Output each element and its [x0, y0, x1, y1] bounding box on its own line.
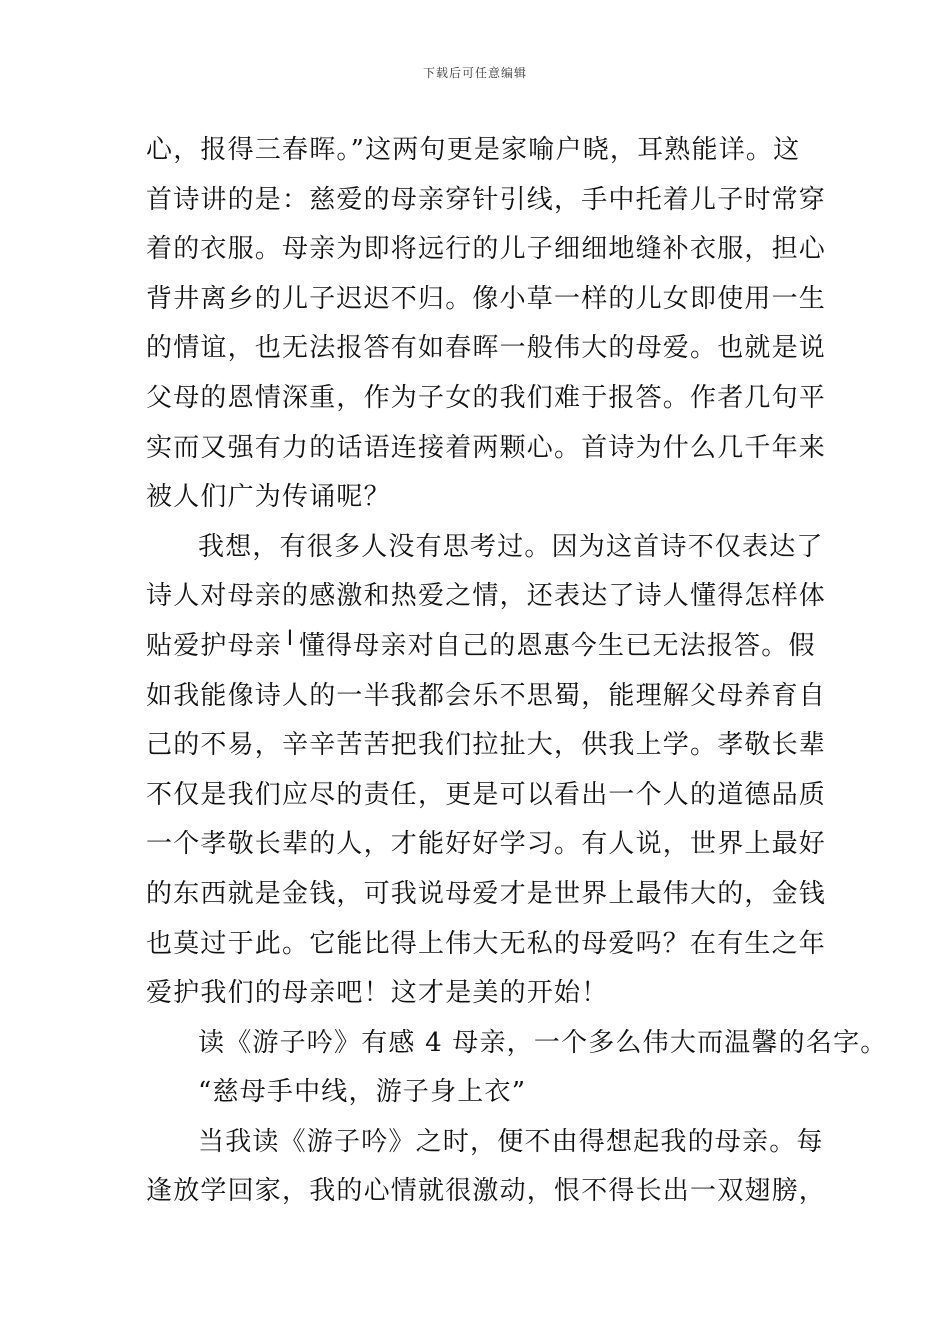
text-line: 的东西就是金钱，可我说母爱才是世界上最伟大的，金钱	[146, 878, 827, 909]
text-line: 首诗讲的是：慈爱的母亲穿针引线，手中托着儿子时常穿	[146, 184, 827, 215]
text-line: 着的衣服。母亲为即将远行的儿子细细地缝补衣服，担心	[146, 234, 827, 265]
text-line: 不仅是我们应尽的责任，更是可以看出一个人的道德品质	[146, 779, 827, 810]
page-header: 下载后可任意编辑	[422, 66, 527, 80]
text-line: 当我读《游子吟》之时，便不由得想起我的母亲。每	[198, 1126, 824, 1157]
text-line: 父母的恩情深重，作为子女的我们难于报答。作者几句平	[146, 382, 827, 413]
text-line: 被人们广为传诵呢？	[146, 482, 391, 513]
document-body	[146, 126, 888, 1217]
text-line: 爱护我们的母亲吧！这才是美的开始！	[146, 978, 609, 1009]
text-line: 也莫过于此。它能比得上伟大无私的母爱吗？在有生之年	[146, 928, 827, 959]
text-line: 读《游子吟》有感 4 母亲，一个多么伟大而温馨的名字。	[198, 1027, 888, 1058]
text-line: 心，报得三春晖。”这两句更是家喻户晓，耳熟能详。这	[146, 135, 801, 165]
text-line: 己的不易，辛辛苦苦把我们拉扯大，供我上学。孝敬长辈	[146, 730, 827, 761]
text-line: “慈母手中线，游子身上衣”	[198, 1077, 527, 1108]
text-line: 一个孝敬长辈的人，才能好好学习。有人说，世界上最好	[146, 829, 827, 860]
text-line: 如我能像诗人的一半我都会乐不思蜀，能理解父母养育自	[146, 680, 827, 711]
text-line: 贴爱护母亲╵懂得母亲对自己的恩惠今生已无法报答。假	[146, 630, 816, 661]
text-line: 我想，有很多人没有思考过。因为这首诗不仅表达了	[198, 531, 824, 562]
text-line: 诗人对母亲的感激和热爱之情，还表达了诗人懂得怎样体	[146, 581, 827, 612]
text-line: 实而又强有力的话语连接着两颗心。首诗为什么几千年来	[146, 432, 827, 463]
text-line: 背井离乡的儿子迟迟不归。像小草一样的儿女即使用一生	[146, 283, 827, 314]
text-line: 的情谊，也无法报答有如春晖一般伟大的母爱。也就是说	[146, 333, 827, 364]
text-line: 逢放学回家，我的心情就很激动，恨不得长出一双翅膀，	[146, 1176, 827, 1207]
